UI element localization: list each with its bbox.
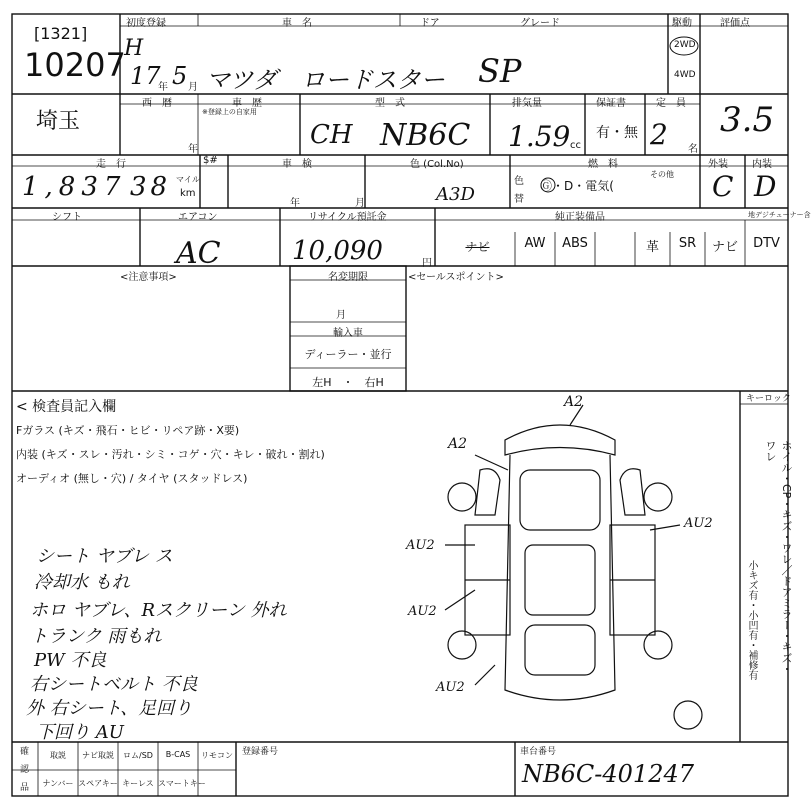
shaken-month-unit: 月 [355, 198, 365, 209]
label-score: 評価点 [720, 18, 750, 29]
label-name-change: 名変期限 [328, 272, 368, 283]
color-no-value: A3D [436, 184, 475, 205]
inspector-line-windshield: Fガラス (キズ・飛石・ヒビ・リペア跡・X要) [16, 424, 240, 437]
year-unit-2: 年 [188, 144, 198, 155]
equip-dtv: DTV [753, 236, 780, 251]
car-name-value: マツダ ロードスター [206, 66, 445, 94]
model-prefix-value: CH [310, 120, 353, 150]
inspector-line-interior: 内装 (キズ・スレ・汚れ・シミ・コゲ・穴・キレ・破れ・割れ) [16, 448, 325, 461]
model-code-value: NB6C [380, 118, 471, 153]
label-key-lock: キーロック [746, 394, 791, 404]
aircon-value: AC [176, 236, 221, 271]
note-line: トランク 雨もれ [30, 626, 162, 647]
label-shaken: 車 検 [282, 159, 312, 170]
vehicle-diagram [445, 405, 702, 729]
color-change-1: 色 [514, 176, 524, 187]
note-line: PW 不良 [34, 650, 107, 671]
item-smart-key: スマートキー [158, 779, 206, 788]
km-unit: km [180, 188, 196, 199]
label-inspection-history: 車 歴 [232, 98, 262, 109]
warranty-value: 有・無 [596, 125, 638, 141]
item-bcas: B-CAS [165, 750, 191, 759]
item-remote: リモコン [201, 751, 233, 760]
equip-aw: AW [524, 236, 546, 251]
label-color: 色 (Col.No) [410, 159, 464, 170]
year-unit: 年 [158, 82, 168, 93]
month-unit: 月 [188, 82, 198, 93]
item-keyless: キーレス [122, 779, 154, 788]
label-drive: 駆動 [672, 18, 692, 29]
item-rom-sd: ロム/SD [123, 751, 153, 760]
month-value: 5 [172, 62, 188, 90]
note-line: 右シートベルト 不良 [30, 674, 198, 695]
label-displacement: 排気量 [512, 98, 542, 109]
label-sales-points: <セールスポイント> [408, 272, 504, 283]
item-navi-manual: ナビ取説 [82, 751, 114, 760]
lot-number: 10207 [24, 46, 126, 84]
label-fuel: 燃 料 [588, 159, 618, 170]
capacity-value: 2 [650, 118, 668, 151]
small-scratch-vertical: 小キズ有・小凹有・補修有 [746, 560, 757, 680]
label-western-cal: 西 暦 [142, 98, 172, 109]
mileage-tail-value: 38 [130, 172, 172, 202]
label-car-name: 車 名 [282, 18, 312, 29]
note-line: シート ヤブレ ス [36, 546, 173, 567]
diagram-mark: A2 [564, 394, 584, 410]
diagram-mark: AU2 [684, 516, 713, 531]
equip-navi-crossed: ナビ [465, 240, 490, 254]
label-chassis-no: 車台番号 [520, 747, 557, 757]
name-change-month: 月 [336, 310, 346, 321]
lot-bracket: [1321] [34, 24, 88, 43]
displacement-value: 1.59 [508, 120, 571, 153]
score-value: 3.5 [720, 100, 775, 140]
inspector-header: < 検査員記入欄 [16, 399, 117, 415]
diagram-mark: AU2 [408, 604, 437, 619]
label-shift: シフト [52, 212, 82, 223]
label-model-type: 型 式 [375, 98, 405, 109]
diagram-mark: AU2 [406, 538, 435, 553]
item-number-plate: ナンバー [42, 779, 74, 788]
region-value: 埼玉 [36, 109, 81, 134]
label-grade: グレード [520, 18, 560, 29]
note-line: 下回り AU [36, 722, 124, 743]
mileage-value: 1,837 [22, 172, 127, 202]
equip-leather: 革 [645, 240, 659, 255]
label-dealer: ディーラー・並行 [304, 348, 392, 361]
label-door: ドア [420, 18, 440, 29]
chassis-no-value: NB6C-401247 [522, 760, 694, 788]
year-value: 17 [130, 62, 161, 90]
diagram-mark: AU2 [436, 680, 465, 695]
label-tuner: 地デジチューナー含 [748, 211, 811, 219]
label-capacity: 定 員 [656, 98, 686, 109]
label-reg-no: 登録番号 [242, 747, 279, 757]
shaken-year-unit: 年 [290, 198, 300, 209]
interior-grade-value: D [754, 170, 777, 203]
note-line: ホロ ヤブレ、Rスクリーン 外れ [30, 600, 287, 621]
label-warranty: 保証書 [596, 98, 626, 109]
cc-unit: cc [570, 140, 581, 151]
color-change-2: 替 [514, 194, 524, 205]
drive-2wd: 2WD [674, 40, 696, 50]
label-aircon: エアコン [178, 212, 218, 223]
label-meter: $# [203, 155, 218, 166]
diagram-mark: A2 [448, 436, 468, 452]
equip-sr: SR [678, 236, 697, 251]
label-recycle: リサイクル預託金 [308, 212, 387, 223]
label-exterior: 外装 [708, 159, 728, 170]
era-value: H [124, 36, 144, 61]
confirm-label-1: 確 [20, 747, 30, 757]
grade-value: SP [478, 52, 522, 90]
yen-unit: 円 [422, 258, 432, 269]
recycle-fee-value: 10,090 [292, 236, 383, 266]
item-manual: 取説 [50, 751, 66, 760]
label-notes: <注意事項> [120, 272, 177, 283]
fuel-options: Ⓖ・D・電気( [540, 179, 614, 193]
note-line: 外 右シート、足回り [26, 698, 193, 719]
drive-4wd: 4WD [674, 70, 696, 80]
label-handle: 左H ・ 右H [312, 376, 384, 389]
mile-unit: マイル [176, 175, 200, 184]
label-first-registration: 初度登録 [126, 18, 166, 29]
wheel-note-vertical: ホイル・CP・キズ・ワレ／ドアミラー・キズ・ワレ [764, 440, 793, 675]
note-line: 冷却水 もれ [34, 572, 130, 593]
label-mileage: 走 行 [96, 159, 126, 170]
fuel-other: その他 [650, 170, 674, 179]
person-unit: 名 [688, 144, 698, 155]
equip-abs: ABS [562, 236, 588, 251]
equip-navi: ナビ [711, 240, 738, 255]
exterior-grade-value: C [712, 170, 734, 203]
label-interior: 内装 [752, 159, 772, 170]
label-import: 輸入車 [333, 328, 363, 339]
inspector-line-audio: オーディオ (無し・穴) / タイヤ (スタッドレス) [16, 472, 248, 485]
item-spare-key: スペアキー [78, 779, 118, 788]
confirm-label-3: 品 [20, 783, 30, 793]
history-note: ※登録上の自家用 [202, 108, 257, 116]
label-genuine: 純正装備品 [555, 212, 605, 223]
confirm-label-2: 認 [20, 765, 30, 775]
